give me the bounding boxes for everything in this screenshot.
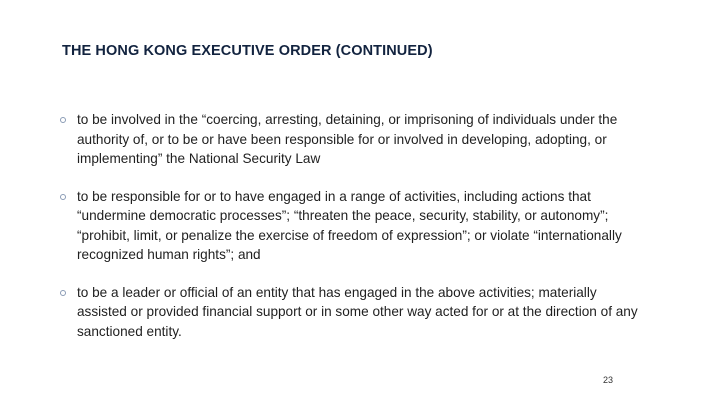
hollow-circle-bullet-icon bbox=[60, 290, 66, 296]
bullet-text: to be involved in the “coercing, arresting, detaining, or imprisoning of individuals under the authority of, or to be or have been responsible for or involved in developing, adopting, or implementing” the National Security Law bbox=[77, 112, 618, 166]
bullet-list bbox=[60, 110, 640, 359]
bullet-text: to be a leader or official of an entity that has engaged in the above activities; materially assisted or provided financial support or in some other way acted for or at the direction of any sanctioned entity. bbox=[77, 284, 638, 339]
bullet-item bbox=[60, 283, 640, 342]
slide-title: THE HONG KONG EXECUTIVE ORDER (CONTINUED) bbox=[62, 43, 433, 59]
hollow-circle-bullet-icon bbox=[60, 194, 66, 200]
page-number: 23 bbox=[603, 375, 614, 385]
bullet-item bbox=[60, 110, 640, 169]
bullet-text: to be responsible for or to have engaged in a range of activities, including actions that “undermine democratic processes”; “threaten the peace, security, stability, or autonomy”; “prohibit, limit, or penalize the exercise of freedom of expression”; or violate “internationally recognized human rights”; and bbox=[77, 188, 622, 262]
hollow-circle-bullet-icon bbox=[60, 117, 66, 123]
bullet-item bbox=[60, 187, 640, 265]
